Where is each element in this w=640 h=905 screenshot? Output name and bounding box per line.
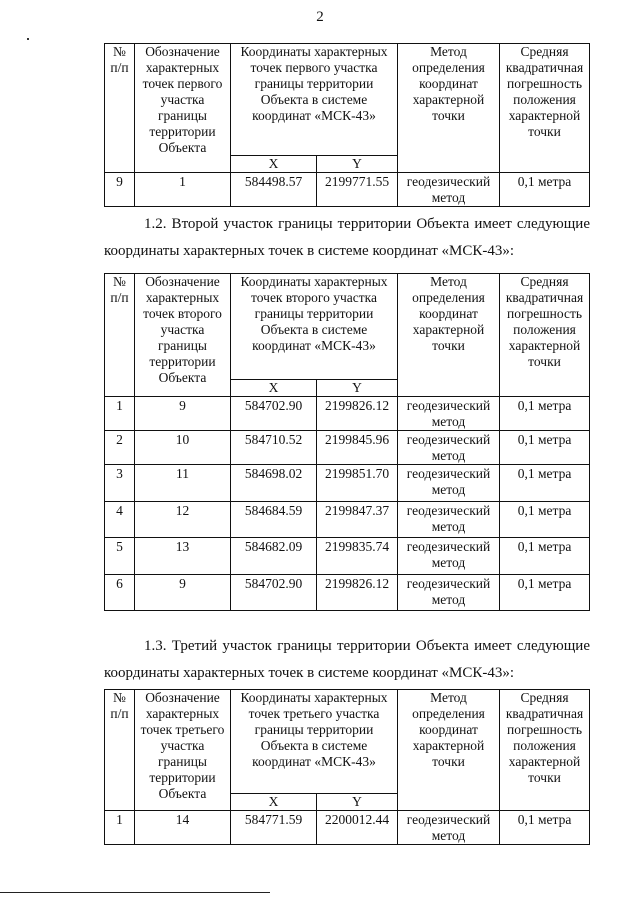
- cell-point: 13: [135, 538, 231, 575]
- header-x: X: [231, 156, 317, 173]
- header-designation: Обозначение характерных точек второго участка границы территории Объекта: [135, 274, 231, 397]
- cell-no: 9: [105, 173, 135, 207]
- table-row: [105, 431, 590, 465]
- table-row: [105, 502, 590, 538]
- cell-method: геодезический метод: [398, 811, 500, 845]
- cell-method: геодезический метод: [398, 465, 500, 502]
- cell-error: 0,1 метра: [500, 575, 590, 611]
- cell-y: 2199826.12: [317, 575, 398, 611]
- cell-no: 6: [105, 575, 135, 611]
- cell-no: 2: [105, 431, 135, 465]
- cell-point: 9: [135, 397, 231, 431]
- header-designation: Обозначение характерных точек первого участка границы территории Объекта: [135, 44, 231, 173]
- table-row: [105, 575, 590, 611]
- header-method: Метод определения координат характерной точки: [398, 274, 500, 397]
- cell-error: 0,1 метра: [500, 811, 590, 845]
- cell-y: 2199851.70: [317, 465, 398, 502]
- cell-error: 0,1 метра: [500, 397, 590, 431]
- cell-error: 0,1 метра: [500, 502, 590, 538]
- header-error: Средняя квадратичная погрешность положения характерной точки: [500, 274, 590, 397]
- paragraph-1-2: [104, 211, 590, 265]
- header-no: № п/п: [105, 274, 135, 397]
- cell-error: 0,1 метра: [500, 538, 590, 575]
- header-y: Y: [317, 156, 398, 173]
- cell-no: 3: [105, 465, 135, 502]
- header-method: Метод определения координат характерной точки: [398, 690, 500, 811]
- header-designation: Обозначение характерных точек третьего участка границы территории Объекта: [135, 690, 231, 811]
- cell-y: 2199847.37: [317, 502, 398, 538]
- cell-x: 584682.09: [231, 538, 317, 575]
- cell-no: 1: [105, 397, 135, 431]
- cell-error: 0,1 метра: [500, 173, 590, 207]
- coordinates-table-1: [104, 43, 590, 207]
- cell-y: 2199771.55: [317, 173, 398, 207]
- cell-x: 584498.57: [231, 173, 317, 207]
- footer-rule: [0, 892, 270, 893]
- cell-x: 584698.02: [231, 465, 317, 502]
- cell-no: 5: [105, 538, 135, 575]
- header-y: Y: [317, 794, 398, 811]
- cell-point: 11: [135, 465, 231, 502]
- cell-method: геодезический метод: [398, 538, 500, 575]
- cell-point: 9: [135, 575, 231, 611]
- cell-x: 584710.52: [231, 431, 317, 465]
- cell-method: геодезический метод: [398, 575, 500, 611]
- cell-y: 2199845.96: [317, 431, 398, 465]
- table-row: [105, 465, 590, 502]
- cell-no: 1: [105, 811, 135, 845]
- cell-error: 0,1 метра: [500, 465, 590, 502]
- table-row: [105, 397, 590, 431]
- paragraph-1-3: [104, 633, 590, 687]
- table-row: [105, 811, 590, 845]
- paragraph-text: 1.2. Второй участок границы территории Объекта имеет следующие координаты характерных точек в системе координат «МСК-43»:: [104, 216, 590, 259]
- cell-method: геодезический метод: [398, 173, 500, 207]
- page-number: 2: [316, 9, 324, 25]
- paragraph-text: 1.3. Третий участок границы территории Объекта имеет следующие координаты характерных точек в системе координат «МСК-43»:: [104, 638, 590, 681]
- coordinates-table-2: [104, 273, 590, 611]
- cell-y: 2200012.44: [317, 811, 398, 845]
- coordinates-table-3: [104, 689, 590, 845]
- table-row: [105, 538, 590, 575]
- header-coordinates: Координаты характерных точек третьего участка границы территории Объекта в системе координат «МСК-43»: [231, 690, 398, 794]
- header-no: № п/п: [105, 44, 135, 173]
- header-method: Метод определения координат характерной точки: [398, 44, 500, 173]
- cell-y: 2199826.12: [317, 397, 398, 431]
- header-coordinates: Координаты характерных точек первого участка границы территории Объекта в системе координат «МСК-43»: [231, 44, 398, 156]
- cell-x: 584684.59: [231, 502, 317, 538]
- cell-method: геодезический метод: [398, 397, 500, 431]
- table-row: [105, 173, 590, 207]
- cell-x: 584702.90: [231, 575, 317, 611]
- cell-point: 1: [135, 173, 231, 207]
- cell-point: 12: [135, 502, 231, 538]
- header-error: Средняя квадратичная погрешность положения характерной точки: [500, 690, 590, 811]
- cell-x: 584702.90: [231, 397, 317, 431]
- cell-method: геодезический метод: [398, 502, 500, 538]
- cell-y: 2199835.74: [317, 538, 398, 575]
- scan-speck: [27, 38, 29, 40]
- cell-point: 14: [135, 811, 231, 845]
- header-error: Средняя квадратичная погрешность положения характерной точки: [500, 44, 590, 173]
- header-no: № п/п: [105, 690, 135, 811]
- header-x: X: [231, 794, 317, 811]
- cell-x: 584771.59: [231, 811, 317, 845]
- cell-no: 4: [105, 502, 135, 538]
- header-y: Y: [317, 380, 398, 397]
- cell-error: 0,1 метра: [500, 431, 590, 465]
- cell-point: 10: [135, 431, 231, 465]
- header-coordinates: Координаты характерных точек второго участка границы территории Объекта в системе координат «МСК-43»: [231, 274, 398, 380]
- header-x: X: [231, 380, 317, 397]
- cell-method: геодезический метод: [398, 431, 500, 465]
